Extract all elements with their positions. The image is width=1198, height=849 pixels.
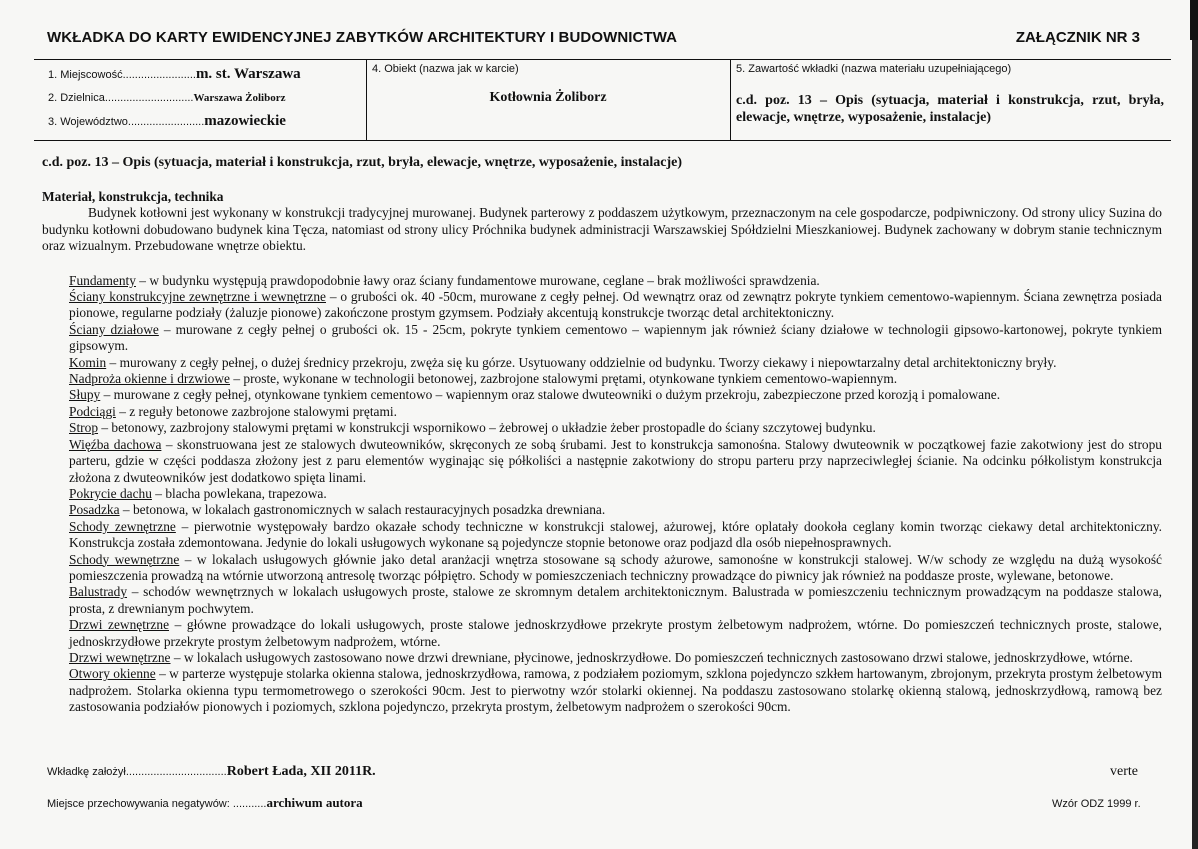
element-text: – skonstruowana jest ze stalowych dwuteowników, skręconych ze sobą śrubami. Jest to konstrukcja samonośna. Stalowy dwuteownik w początkowej fazie zakotwiony jest do stropu parteru, gdzie w części poddasza złożony jest z paru elementów wyginając się półkoliści a następnie zakotwiony do stropu parteru przy naprzeciwległej ścianie. Na odcinku półkolistym konstrukcja złożona z dwuteowników jest dodatkowo spięta linami. <box>69 436 1162 485</box>
metadata-table <box>34 59 1171 141</box>
storage-value: archiwum autora <box>266 795 363 810</box>
element-text: – schodów wewnętrznych w lokalach usługowych proste, stalowe ze skromnym detalem architektonicznym. Balustrada w pomieszczeniu technicznym prowadzącym na poddasze stalowa, prosta, z drewnianym pochwytem. <box>69 584 1162 616</box>
element-description <box>42 289 1162 322</box>
element-text: – murowany z cegły pełnej, o dużej średnicy przekroju, zwęża się ku górze. Usytuowany oddzielnie od budynku. Tworzy ciekawy i niepowtarzalny detal architektoniczny bryły. <box>106 354 1057 370</box>
element-term: Drzwi zewnętrzne <box>69 617 170 633</box>
locality-field <box>48 66 301 83</box>
element-description <box>42 666 1162 715</box>
element-term: Ściany konstrukcyjne zewnętrzne i wewnętrzne <box>69 289 326 305</box>
element-description <box>42 584 1162 617</box>
object-label: 4. Obiekt (nazwa jak w karcie) <box>372 63 519 75</box>
author-field <box>47 764 376 780</box>
element-description <box>42 486 1162 502</box>
object-value: Kotłownia Żoliborz <box>489 90 607 105</box>
locality-label: 1. Miejscowość........................ <box>48 69 196 81</box>
scan-edge <box>1190 0 1198 40</box>
element-text: – w budynku występują prawdopodobnie ławy oraz ściany fundamentowe murowane, ceglane – brak możliwości sprawdzenia. <box>135 272 820 288</box>
element-description <box>42 420 1162 436</box>
element-text: – murowane z cegły pełnej, otynkowane tynkiem cementowo – wapiennym oraz stalowe dwuteowniki o dużym przekroju, zabezpieczone przed korozją i pomalowane. <box>100 387 1001 403</box>
district-field <box>48 92 285 104</box>
element-term: Nadproża okienne i drzwiowe <box>69 371 230 387</box>
storage-label: Miejsce przechowywania negatywów: ........... <box>47 798 267 810</box>
element-term: Pokrycie dachu <box>69 485 152 501</box>
element-term: Podciągi <box>69 403 116 419</box>
contents-value: c.d. poz. 13 – Opis (sytuacja, materiał i konstrukcja, rzut, bryła, elewacje, wnętrze, wyposażenie, instalacje) <box>736 93 1164 125</box>
element-text: – proste, wykonane w technologii betonowej, zazbrojone stalowymi prętami, otynkowane tynkiem cementowo-wapiennym. <box>230 371 898 387</box>
element-description <box>42 502 1162 518</box>
document-title: WKŁADKA DO KARTY EWIDENCYJNEJ ZABYTKÓW ARCHITEKTURY I BUDOWNICTWA <box>47 29 678 46</box>
author-value: Robert Łada, XII 2011R. <box>226 764 376 779</box>
element-list <box>42 273 1162 716</box>
element-description <box>42 273 1162 289</box>
element-description <box>42 404 1162 420</box>
element-description <box>42 322 1162 355</box>
section-heading: c.d. poz. 13 – Opis (sytuacja, materiał i konstrukcja, rzut, bryła, elewacje, wnętrze, wyposażenie, instalacje) <box>42 155 683 170</box>
element-text: – w lokalach usługowych zastosowano nowe drzwi drewniane, płycinowe, jednoskrzydłowe. Do pomieszczeń technicznych zastosowano drzwi stalowe, jednoskrzydłowe, wtórne. <box>170 649 1133 665</box>
element-text: – główne prowadzące do lokali usługowych, proste stalowe jednoskrzydłowe przekryte prostym żelbetowym nadprożem, wtórne. Do pomieszczeń technicznych proste, stalowe, jednoskrzydłowe przekryte prostym żelbetowym nadprożem, wtórne. <box>69 617 1162 649</box>
subheading: Materiał, konstrukcja, technika <box>42 189 224 204</box>
element-description <box>42 355 1162 371</box>
element-term: Balustrady <box>69 584 128 600</box>
district-label: 2. Dzielnica............................. <box>48 92 194 104</box>
author-label: Wkładkę założył................................. <box>47 766 227 778</box>
description-body <box>42 189 1162 716</box>
voivodeship-value: mazowieckie <box>204 113 286 129</box>
voivodeship-label: 3. Województwo......................... <box>48 116 205 128</box>
verte-note: verte <box>1110 764 1138 779</box>
annex-number: ZAŁĄCZNIK NR 3 <box>1015 29 1140 46</box>
element-description <box>42 519 1162 552</box>
element-description <box>42 437 1162 486</box>
element-term: Posadzka <box>69 502 120 518</box>
element-description <box>42 387 1162 403</box>
element-text: – betonowa, w lokalach gastronomicznych w salach restauracyjnych posadzka drewniana. <box>119 502 606 518</box>
element-text: – z reguły betonowe zazbrojone stalowymi prętami. <box>115 403 397 419</box>
element-text: – w parterze występuje stolarka okienna stalowa, jednoskrzydłowa, ramowa, z podziałem poziomym, szklona pojedynczo szkłem hartowanym, zbrojonym, przekryta prostym żelbetowym nadprożem. Stolarka okienna typu termometrowego o szerokości 90cm. Jest to pierwotny wzór stolarki okiennej. Na poddaszu zastosowano stolarkę okienną stalową, jednoskrzydłową, ramową bez zastosowania podziałów pionowych i poziomych, szklona pojedynczo, przekryta prostym, żelbetowym nadprożem o szerokości 90cm. <box>69 666 1163 715</box>
element-term: Komin <box>69 354 107 370</box>
storage-field <box>47 795 363 811</box>
element-term: Otwory okienne <box>69 666 156 682</box>
element-term: Fundamenty <box>69 272 136 288</box>
element-text: – o grubości ok. 40 -50cm, murowane z cegły pełnej. Od wewnątrz oraz od zewnątrz pokryte tynkiem cementowo-wapiennym. Ściana zewnętrza posiada pionowe, regularne podziały (żaluzje pionowe) zakończone prostym gzymsem. Podziały akcentują konstrukcje tworząc detal architektoniczny. <box>69 289 1162 321</box>
scan-edge <box>1192 0 1198 849</box>
element-text: – blacha powlekana, trapezowa. <box>151 485 327 501</box>
element-text: – betonowy, zazbrojony stalowymi prętami w konstrukcji wspornikowo – żebrowej o układzie żeber prostopadle do ściany szczytowej budynku. <box>98 420 876 436</box>
element-term: Drzwi wewnętrzne <box>69 649 171 665</box>
column-divider <box>730 60 731 140</box>
element-description <box>42 650 1162 666</box>
intro-paragraph: Budynek kotłowni jest wykonany w konstrukcji tradycyjnej murowanej. Budynek parterowy z poddaszem użytkowym, przeznaczonym na cele gospodarcze, podpiwniczony. Od strony ulicy Suzina do budynku kotłowni dobudowano budynek kina Tęcza, natomiast od strony ulicy Próchnika budynek administracji Warszawskiej Spółdzielni Mieszkaniowej. Budynek zachowany w dobrym stanie technicznym oraz wizualnym. Przebudowane wnętrze obiektu. <box>42 205 1162 254</box>
element-term: Słupy <box>69 387 101 403</box>
element-term: Schody wewnętrzne <box>69 551 180 567</box>
element-description <box>42 552 1162 585</box>
element-term: Ściany działowe <box>69 321 159 337</box>
locality-value: m. st. Warszawa <box>195 66 301 82</box>
element-text: – murowane z cegły pełnej o grubości ok. 15 - 25cm, pokryte tynkiem cementowo – wapiennym jak również ściany działowe w technologii gipsowo-kartonowej, pokryte tynkiem gipsowym. <box>69 321 1163 354</box>
element-term: Strop <box>69 420 99 436</box>
element-description <box>42 371 1162 387</box>
district-value: Warszawa Żoliborz <box>193 92 286 104</box>
element-description <box>42 617 1162 650</box>
contents-label: 5. Zawartość wkładki (nazwa materiału uzupełniającego) <box>736 63 1012 75</box>
element-term: Schody zewnętrzne <box>69 518 176 534</box>
voivodeship-field <box>48 113 286 130</box>
element-text: – w lokalach usługowych głównie jako detal aranżacji wnętrza stosowane są schody ażurowe, samonośne w konstrukcji stalowej. W/w schody ze względu na dużą wysokość pomieszczenia prowadzą na wtórnie utworzoną antresolę tworząc półpiętro. Schody w pomieszczeniach techniczny prowadzące do piwnicy jak również na poddasze proste, wylewane, betonowe. <box>69 551 1162 583</box>
element-term: Więźba dachowa <box>69 436 162 452</box>
element-text: – pierwotnie występowały bardzo okazałe schody techniczne w konstrukcji stalowej, ażurowej, które oplatały dookoła ceglany komin tworząc ciekawy detal architektoniczny. Konstrukcja została zdemontowana. Jedynie do lokali usługowych wykonane są pojedyncze stopnie betonowe oraz podjazd dla osób niepełnosprawnych. <box>69 518 1162 551</box>
spacer <box>42 255 1162 273</box>
template-reference: Wzór ODZ 1999 r. <box>1052 798 1141 810</box>
